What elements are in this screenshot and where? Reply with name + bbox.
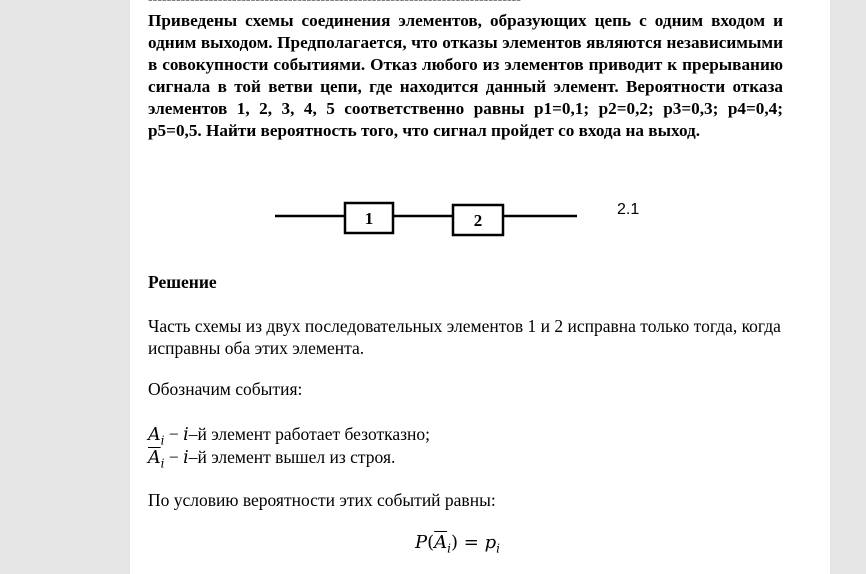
formula-abar: $\overline{A}$ xyxy=(434,532,448,553)
event-abar-symbol: $\overline{A}$ xyxy=(148,448,161,468)
paragraph-series: Часть схемы из двух последовательных элементов 1 и 2 исправна только тогда, когда исправны оба этих элемента. xyxy=(148,316,781,358)
event-a-text: –й элемент работает безотказно; xyxy=(188,424,431,444)
event-a-index: i xyxy=(183,425,189,445)
problem-statement: Приведены схемы соединения элементов, образующих цепь с одним входом и одним выходом. Предполагается, что отказы элементов являются независимыми в совокупности событиями. Отказ любого из элементов приводит к прерыванию сигнала в той ветви цепи, где находится данный элемент. Вероятности отказа элементов 1, 2, 3, 4, 5 соответственно равны p1=0,1; p2=0,2; p3=0,3; p4=0,4; p5=0,5. Найти вероятность того, что сигнал пройдет со входа на выход. xyxy=(148,11,783,140)
formula-rhs-sub: i xyxy=(496,541,500,556)
paragraph-probabilities: По условию вероятности этих событий равны: xyxy=(148,490,496,510)
series-circuit-diagram xyxy=(130,190,830,250)
paragraph-events-intro: Обозначим события: xyxy=(148,379,303,399)
formula-abar-sub: i xyxy=(447,541,451,556)
element-2-label: 2 xyxy=(473,211,483,230)
event-abar-index: i xyxy=(183,448,189,468)
event-a-symbol: A xyxy=(148,425,161,445)
solution-heading: Решение xyxy=(148,272,217,292)
separator-line xyxy=(148,0,618,8)
element-1-label: 1 xyxy=(364,209,374,228)
event-a-dash: − xyxy=(168,424,179,444)
scheme-label: 2.1 xyxy=(617,201,640,218)
formula-equals: = xyxy=(463,532,479,553)
event-abar-dash: − xyxy=(168,447,179,467)
event-abar-subscript: i xyxy=(160,456,165,471)
event-abar-text: –й элемент вышел из строя. xyxy=(188,447,396,467)
formula-p: P xyxy=(415,532,428,553)
probability-formula: $P(\overline{A}_i) = p_i$ xyxy=(415,532,500,556)
formula-rhs: p xyxy=(484,532,497,553)
document-page xyxy=(130,0,830,574)
event-a-subscript: i xyxy=(160,433,165,448)
event-abar-line xyxy=(148,446,788,475)
